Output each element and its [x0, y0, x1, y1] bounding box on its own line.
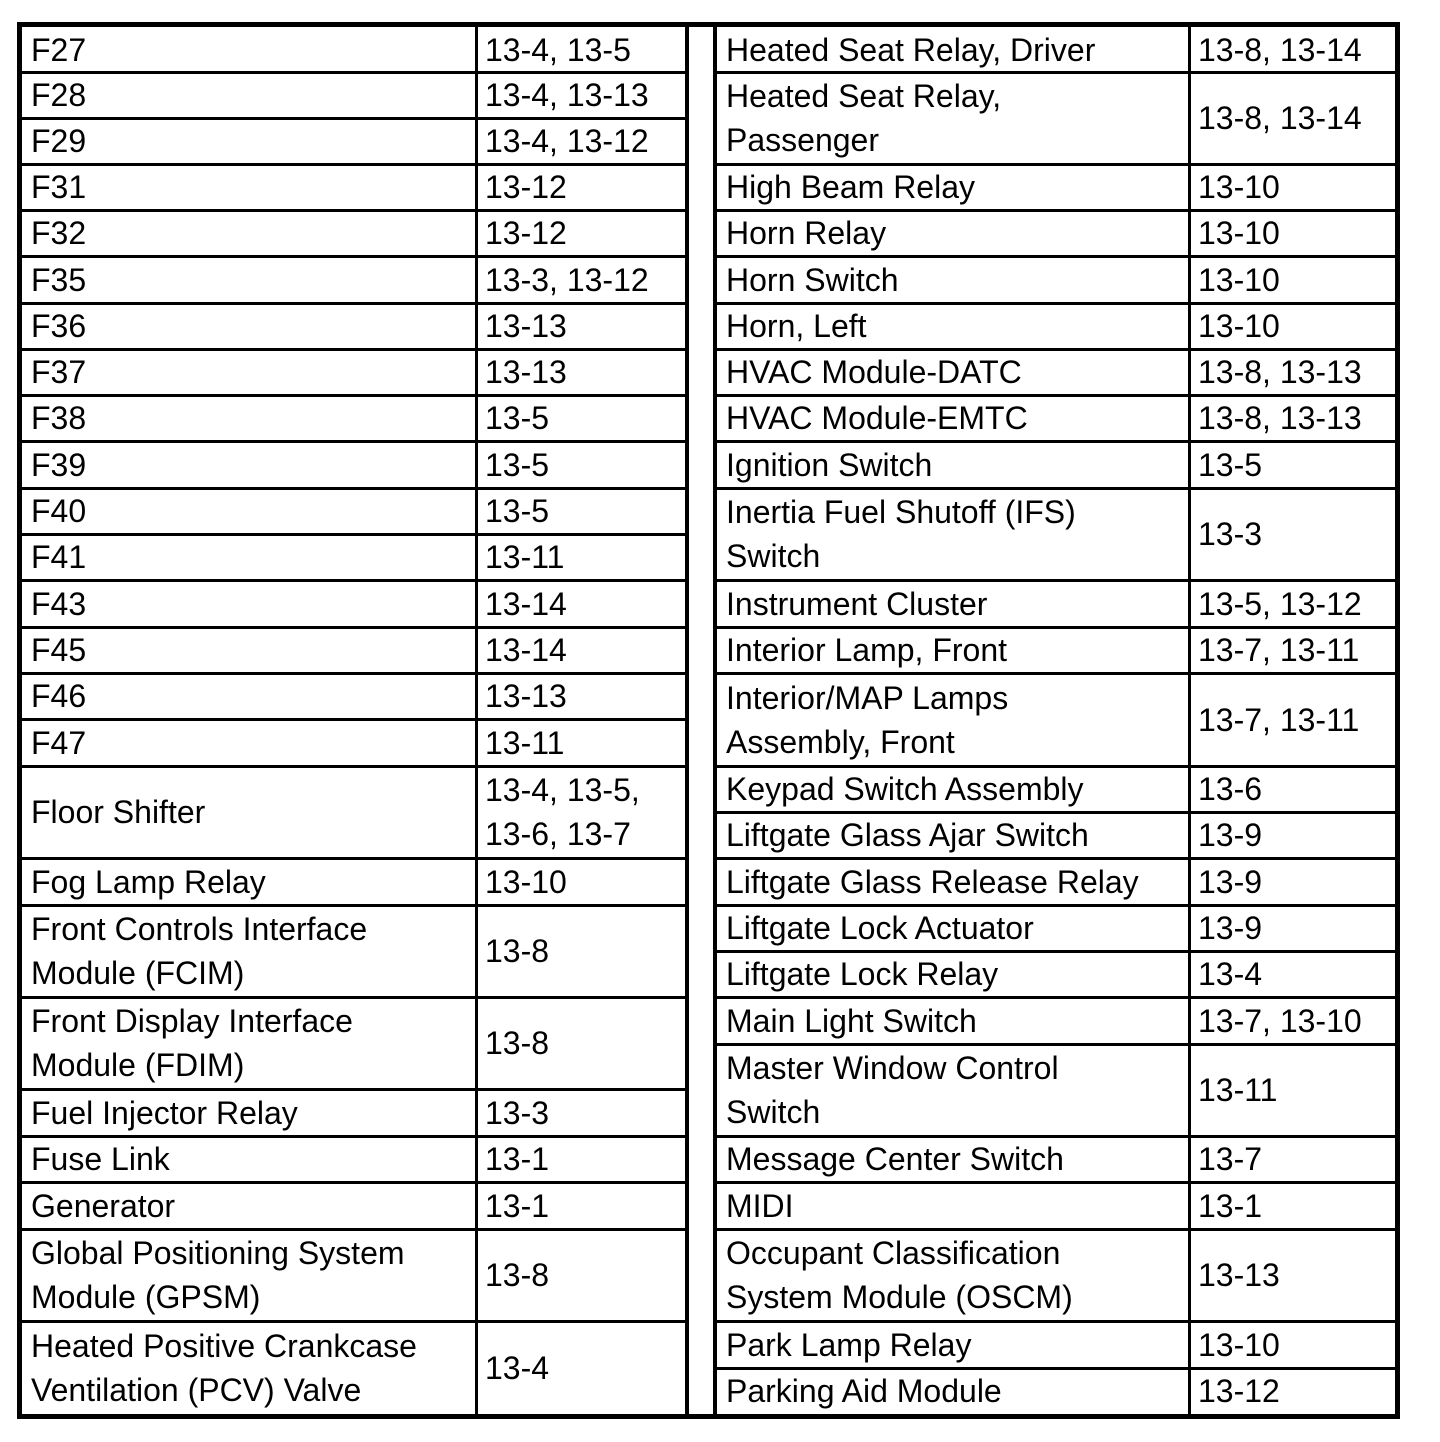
page-reference-cell: 13-9: [1198, 863, 1263, 900]
component-name-cell: Horn, Left: [726, 308, 867, 344]
component-name-cell: Liftgate Glass Ajar Switch: [726, 817, 1089, 853]
component-name-cell: Instrument Cluster: [726, 585, 988, 622]
component-name-cell: F46: [31, 678, 87, 714]
page-reference-cell: 13-8, 13-13: [1198, 354, 1362, 390]
component-name-cell: Fuse Link: [31, 1141, 170, 1177]
component-name-cell: Park Lamp Relay: [726, 1326, 972, 1363]
component-name-cell: Liftgate Lock Actuator: [726, 910, 1034, 946]
component-name-cell: Master Window Control Switch: [726, 1050, 1059, 1130]
component-name-cell: F40: [31, 493, 87, 529]
page-reference-cell: 13-4, 13-5: [485, 31, 631, 68]
component-name-cell: F32: [31, 215, 87, 251]
component-name-cell: Front Display Interface Module (FDIM): [31, 1003, 353, 1083]
page-reference-cell: 13-1: [485, 1187, 550, 1224]
component-name-cell: Horn Switch: [726, 261, 899, 298]
component-name-cell: Inertia Fuel Shutoff (IFS) Switch: [726, 494, 1076, 574]
component-name-cell: Fuel Injector Relay: [31, 1094, 298, 1131]
component-name-cell: Liftgate Lock Relay: [726, 956, 999, 992]
page-reference-cell: 13-5: [485, 493, 550, 529]
page-reference-cell: 13-13: [485, 354, 567, 390]
page-reference-cell: 13-5: [485, 446, 550, 483]
component-name-cell: F45: [31, 632, 87, 668]
component-name-cell: F41: [31, 539, 87, 575]
page-reference-cell: 13-7, 13-10: [1198, 1002, 1362, 1039]
component-name-cell: F36: [31, 308, 87, 344]
page-reference-cell: 13-12: [485, 169, 567, 205]
page-reference-cell: 13-14: [485, 632, 567, 668]
component-name-cell: MIDI: [726, 1187, 794, 1224]
component-name-cell: HVAC Module-DATC: [726, 354, 1022, 390]
component-name-cell: Horn Relay: [726, 215, 887, 251]
page-reference-cell: 13-10: [1198, 215, 1280, 251]
component-name-cell: Parking Aid Module: [726, 1373, 1002, 1409]
component-name-cell: Interior/MAP Lamps Assembly, Front: [726, 679, 1009, 760]
component-name-cell: F47: [31, 724, 87, 761]
page-reference-cell: 13-1: [1198, 1187, 1263, 1224]
page-reference-cell: 13-5: [485, 400, 550, 436]
page-reference-cell: 13-3, 13-12: [485, 261, 649, 298]
component-name-cell: F29: [31, 123, 87, 159]
page-reference-cell: 13-4: [1198, 956, 1263, 992]
component-name-cell: Main Light Switch: [726, 1002, 977, 1039]
component-name-cell: Ignition Switch: [726, 446, 933, 483]
page-reference-cell: 13-8, 13-13: [1198, 400, 1362, 436]
component-name-cell: Front Controls Interface Module (FCIM): [31, 911, 368, 991]
page-reference-cell: 13-12: [485, 215, 567, 251]
component-name-cell: Heated Seat Relay, Driver: [726, 31, 1096, 68]
component-name-cell: F37: [31, 354, 87, 390]
page-reference-cell: 13-3: [1198, 516, 1263, 552]
page-reference-cell: 13-13: [1198, 1257, 1280, 1293]
page-reference-cell: 13-4, 13-12: [485, 123, 649, 159]
component-name-cell: Liftgate Glass Release Relay: [726, 863, 1139, 900]
page-reference-cell: 13-8: [485, 1025, 550, 1061]
page-reference-cell: 13-8: [485, 1257, 550, 1293]
page-reference-cell: 13-11: [485, 539, 565, 575]
component-name-cell: Global Positioning System Module (GPSM): [31, 1235, 405, 1315]
page-reference-cell: 13-10: [485, 863, 567, 900]
page-reference-cell: 13-13: [485, 308, 567, 344]
page-reference-cell: 13-3: [485, 1094, 550, 1131]
component-name-cell: Fog Lamp Relay: [31, 863, 266, 900]
component-name-cell: F43: [31, 585, 87, 622]
component-name-cell: High Beam Relay: [726, 169, 975, 205]
page-reference-cell: 13-11: [485, 724, 565, 761]
page-reference-cell: 13-5: [1198, 446, 1263, 483]
page-reference-cell: 13-6: [1198, 771, 1263, 807]
component-name-cell: Interior Lamp, Front: [726, 632, 1007, 668]
page-reference-cell: 13-10: [1198, 169, 1280, 205]
page-reference-cell: 13-9: [1198, 910, 1263, 946]
component-name-cell: Heated Positive Crankcase Ventilation (PCV) Valve: [31, 1327, 417, 1408]
page-reference-cell: 13-13: [485, 678, 567, 714]
component-name-cell: F31: [31, 169, 87, 205]
component-name-cell: Message Center Switch: [726, 1141, 1064, 1177]
page-reference-cell: 13-4: [485, 1349, 550, 1386]
component-name-cell: F27: [31, 31, 87, 68]
page-reference-cell: 13-10: [1198, 1326, 1280, 1363]
page-reference-cell: 13-11: [1198, 1072, 1278, 1108]
component-name-cell: Floor Shifter: [31, 794, 206, 830]
component-name-cell: Generator: [31, 1187, 176, 1224]
component-name-cell: F38: [31, 400, 87, 436]
component-name-cell: F35: [31, 261, 87, 298]
page-reference-cell: 13-7, 13-11: [1198, 632, 1360, 668]
page-reference-cell: 13-7, 13-11: [1198, 701, 1360, 738]
component-name-cell: HVAC Module-EMTC: [726, 400, 1028, 436]
component-name-cell: F28: [31, 77, 87, 113]
page-reference-cell: 13-4, 13-5, 13-6, 13-7: [485, 772, 640, 852]
component-name-cell: Keypad Switch Assembly: [726, 771, 1084, 807]
page-reference-cell: 13-5, 13-12: [1198, 585, 1362, 622]
page-reference-cell: 13-1: [485, 1141, 550, 1177]
page-reference-cell: 13-8, 13-14: [1198, 100, 1362, 136]
component-name-cell: F39: [31, 446, 87, 483]
page-reference-cell: 13-10: [1198, 308, 1280, 344]
component-name-cell: Heated Seat Relay, Passenger: [726, 78, 1002, 158]
page-reference-cell: 13-4, 13-13: [485, 77, 649, 113]
component-name-cell: Occupant Classification System Module (OSCM): [726, 1235, 1073, 1315]
page-reference-cell: 13-10: [1198, 261, 1280, 298]
page-reference-cell: 13-7: [1198, 1141, 1263, 1177]
page-reference-cell: 13-12: [1198, 1373, 1280, 1409]
page-reference-cell: 13-14: [485, 585, 567, 622]
page-reference-cell: 13-8, 13-14: [1198, 31, 1362, 68]
page-reference-cell: 13-8: [485, 933, 550, 969]
table-divider-left: [685, 27, 689, 1415]
page-reference-cell: 13-9: [1198, 817, 1263, 853]
